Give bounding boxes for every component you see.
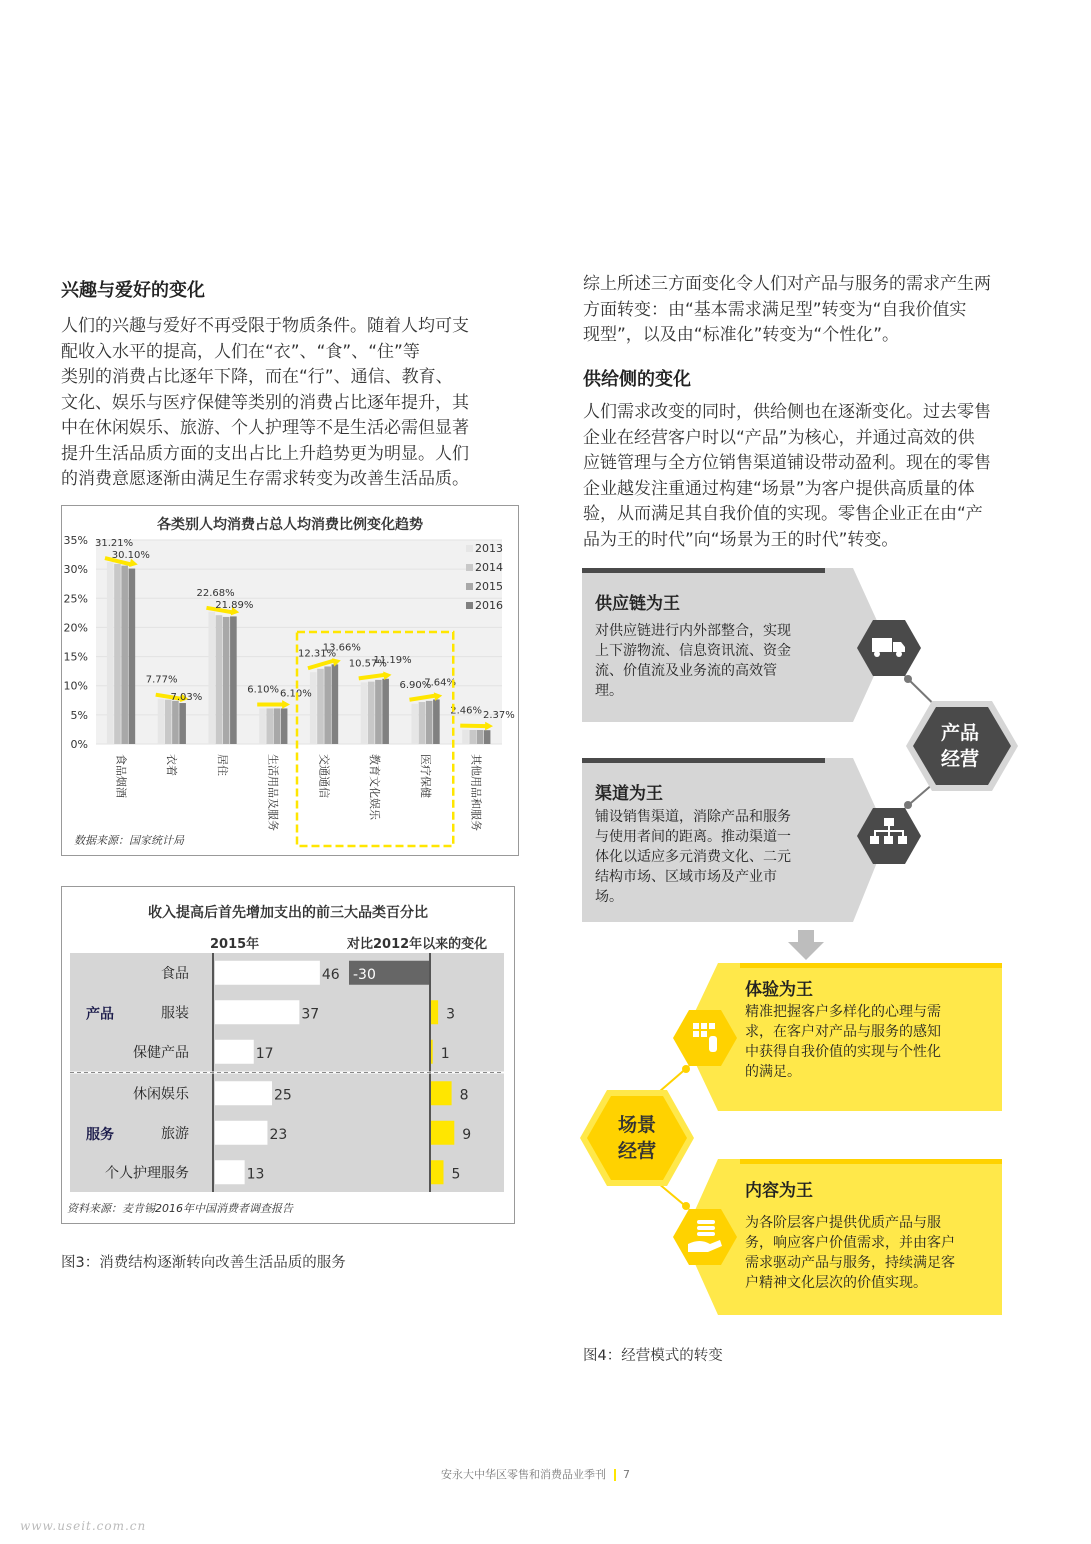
data-label: 7.77% <box>145 674 178 686</box>
page-number: 7 <box>623 1468 630 1481</box>
paragraph-line: 文化、娱乐与医疗保健等类别的消费占比逐年提升，其 <box>61 392 469 413</box>
section-heading-interests: 兴趣与爱好的变化 <box>61 280 205 301</box>
bar-2013 <box>361 682 368 744</box>
paragraph-line: 企业在经营客户时以“产品”为核心，并通过高效的供 <box>583 427 975 448</box>
change-label: 1 <box>440 1045 450 1062</box>
paragraph-line: 综上所述三方面变化令人们对产品与服务的需求产生两 <box>583 274 991 294</box>
value-bar <box>215 1121 267 1145</box>
paragraph-line: 应链管理与全方位销售渠道铺设带动盈利。现在的零售 <box>583 453 991 473</box>
paragraph-line: 品为王的时代”向“场景为王的时代”转变。 <box>583 529 899 550</box>
value-label: 23 <box>269 1126 288 1143</box>
bar-2015 <box>477 730 484 744</box>
column-header-change: 对比2012年以来的变化 <box>347 937 488 952</box>
bar-2015 <box>324 666 331 744</box>
text-line: 铺设销售渠道，消除产品和服务 <box>595 809 791 825</box>
legend-swatch <box>466 583 473 590</box>
legend-swatch <box>466 545 473 552</box>
change-bar-positive <box>430 1121 454 1145</box>
paragraph-line: 提升生活品质方面的支出占比上升趋势更为明显。人们 <box>61 443 469 464</box>
bar-2014 <box>368 682 375 744</box>
text-line: 场。 <box>595 889 623 905</box>
bar-2015 <box>172 701 179 744</box>
bar-2014 <box>165 700 172 744</box>
bar-2015 <box>426 701 433 744</box>
channel-panel-bar <box>582 758 825 763</box>
footer-text: 安永大中华区零售和消费品业季刊 <box>441 1468 606 1481</box>
category-label: 衣着 <box>165 754 179 776</box>
bar-2016 <box>433 699 440 744</box>
figure-caption-4: 图4：经营模式的转变 <box>583 1348 723 1364</box>
row-label: 服装 <box>161 1005 189 1022</box>
legend-swatch <box>466 602 473 609</box>
bar-2015 <box>274 708 281 744</box>
change-bar-positive <box>430 1081 452 1105</box>
value-label: 25 <box>274 1087 292 1104</box>
paragraph-line: 人们的兴趣与爱好不再受限于物质条件。随着人均可支 <box>61 316 469 336</box>
bar-chart-svg <box>62 506 518 855</box>
footer-divider <box>614 1469 616 1481</box>
legend-label: 2015 <box>475 580 503 593</box>
data-label: 31.21% <box>94 538 134 550</box>
legend-label: 2013 <box>475 542 503 555</box>
value-label: 17 <box>255 1045 274 1062</box>
y-tick-label: 35% <box>63 534 88 547</box>
chart-source: 资料来源：麦肯锡2016年中国消费者调查报告 <box>67 1202 293 1215</box>
text-line: 求，在客户对产品与服务的感知 <box>745 1024 941 1040</box>
text-line: 务，响应客户价值需求，并由客户 <box>745 1235 955 1251</box>
value-label: 13 <box>246 1166 265 1183</box>
hex-label-line: 产品 <box>940 722 979 744</box>
experience-text <box>745 1002 995 1082</box>
bar-2014 <box>216 615 223 744</box>
text-line: 与使用者间的距离。推动渠道一 <box>595 829 791 845</box>
content-text <box>745 1213 1000 1293</box>
down-arrow-icon <box>788 930 824 960</box>
text-line: 结构市场、区域市场及产业市 <box>595 869 777 885</box>
bar-2013 <box>259 708 266 744</box>
row-label: 个人护理服务 <box>105 1165 189 1182</box>
legend-label: 2016 <box>475 599 503 612</box>
bar-2015 <box>375 680 382 744</box>
supply-paragraph <box>583 400 1033 553</box>
figure-caption-3: 图3：消费结构逐渐转向改善生活品质的服务 <box>61 1255 346 1271</box>
bar-2013 <box>208 612 215 744</box>
chart-source: 数据来源：国家统计局 <box>74 834 184 847</box>
data-label: 21.89% <box>215 599 254 611</box>
paragraph-line: 现型”，以及由“标准化”转变为“个性化”。 <box>583 325 900 345</box>
bar-2014 <box>469 730 476 744</box>
bar-2013 <box>462 730 469 744</box>
section-heading-supply: 供给侧的变化 <box>583 369 691 390</box>
text-line: 中获得自我价值的实现与个性化 <box>745 1044 941 1060</box>
text-line: 为各阶层客户提供优质产品与服 <box>745 1215 941 1231</box>
supply-panel-bar <box>582 568 825 573</box>
paragraph-line: 类别的消费占比逐年下降，而在“行”、通信、教育、 <box>61 367 453 387</box>
bar-2015 <box>223 617 230 744</box>
data-label: 12.31% <box>297 648 337 660</box>
experience-panel-bar <box>740 963 1002 968</box>
y-tick-label: 0% <box>70 738 88 751</box>
bar-2013 <box>310 672 317 744</box>
channel-text <box>595 807 845 907</box>
channel-title: 渠道为王 <box>595 784 663 804</box>
text-line: 流、价值流及业务流的高效管 <box>595 663 777 679</box>
column-header-2015: 2015年 <box>210 937 260 952</box>
bar-table-svg <box>62 887 514 1223</box>
change-label: 9 <box>462 1126 472 1143</box>
bar-2013 <box>158 699 165 744</box>
content-panel-bar <box>740 1159 1002 1164</box>
value-bar <box>215 1000 299 1024</box>
summary-paragraph <box>583 272 1033 349</box>
data-label: 7.03% <box>170 692 203 704</box>
y-tick-label: 15% <box>63 650 88 664</box>
value-bar <box>215 1040 254 1064</box>
change-label: -30 <box>353 966 376 983</box>
bar-2016 <box>281 708 288 744</box>
content-title: 内容为王 <box>745 1181 813 1201</box>
data-label: 13.66% <box>322 642 361 654</box>
category-label: 其他用品和服务 <box>469 754 483 831</box>
data-label: 6.90% <box>399 679 432 691</box>
paragraph-line: 方面转变：由“基本需求满足型”转变为“自我价值实 <box>583 299 967 320</box>
bar-2014 <box>317 669 324 744</box>
bar-2016 <box>179 703 186 744</box>
bar-2013 <box>107 562 114 744</box>
hex-label-line: 经营 <box>617 1140 656 1162</box>
category-label: 医疗保健 <box>418 754 432 798</box>
scene-hex-label <box>590 1112 684 1164</box>
y-tick-label: 20% <box>63 621 88 635</box>
bar-2014 <box>266 708 273 744</box>
connector-dot <box>904 675 912 683</box>
change-label: 5 <box>451 1166 461 1183</box>
data-label: 10.57% <box>348 658 387 670</box>
value-label: 46 <box>321 966 340 983</box>
text-line: 需求驱动产品与服务，持续满足客 <box>745 1255 955 1271</box>
paragraph-line: 的消费意愿逐渐由满足生存需求转变为改善生活品质。 <box>61 469 469 489</box>
legend-swatch <box>466 564 473 571</box>
value-bar <box>215 1160 245 1184</box>
row-label: 保健产品 <box>133 1044 189 1061</box>
data-label: 22.68% <box>196 587 235 599</box>
bar-2016 <box>332 664 339 744</box>
footer <box>441 1466 630 1482</box>
connector-dot <box>682 1202 690 1210</box>
data-label: 2.37% <box>483 710 515 722</box>
bar-2016 <box>129 569 136 744</box>
paragraph-line: 企业越发注重通过构建“场景”为客户提供高质量的体 <box>583 478 975 499</box>
bar-2015 <box>121 566 128 744</box>
change-bar-positive <box>430 1160 444 1184</box>
bar-2014 <box>114 564 121 744</box>
paragraph-line: 人们需求改变的同时，供给侧也在逐渐变化。过去零售 <box>583 402 991 422</box>
text-line: 上下游物流、信息资讯流、资金 <box>595 643 791 659</box>
text-line: 精准把握客户多样化的心理与需 <box>745 1004 941 1020</box>
category-label: 食品烟酒 <box>114 754 128 798</box>
bar-2013 <box>411 704 418 744</box>
connector-dot <box>904 801 912 809</box>
experience-title: 体验为王 <box>745 980 813 1000</box>
chart-title: 收入提高后首先增加支出的前三大品类百分比 <box>148 905 428 921</box>
paragraph-line: 中在休闲娱乐、旅游、个人护理等不是生活必需但显著 <box>61 418 469 438</box>
y-tick-label: 30% <box>63 563 88 577</box>
bar-2016 <box>382 679 389 744</box>
connector-dot <box>682 1065 690 1073</box>
data-label: 11.19% <box>373 654 412 666</box>
paragraph-line: 配收入水平的提高，人们在“衣”、“食”、“住”等 <box>61 341 420 362</box>
y-tick-label: 5% <box>70 708 88 722</box>
text-line: 的满足。 <box>745 1064 801 1080</box>
row-label: 旅游 <box>161 1125 189 1142</box>
trend-arrow <box>460 726 487 727</box>
y-tick-label: 25% <box>63 592 88 606</box>
data-label: 30.10% <box>111 550 150 562</box>
row-label: 食品 <box>161 965 189 982</box>
legend-label: 2014 <box>475 561 503 574</box>
category-label: 教育文化娱乐 <box>368 754 382 820</box>
product-hex-label <box>913 720 1007 772</box>
y-tick-label: 10% <box>63 679 88 693</box>
chart-title: 各类别人均消费占总人均消费比例变化趋势 <box>157 517 423 533</box>
value-bar <box>215 961 320 985</box>
data-label: 7.64% <box>424 677 457 689</box>
data-label: 6.10% <box>247 684 280 696</box>
paragraph-line: 验，从而满足其自我价值的实现。零售企业正在由“产 <box>583 504 983 524</box>
bar-2014 <box>419 702 426 744</box>
text-line: 对供应链进行内外部整合，实现 <box>595 623 791 639</box>
bar-2016 <box>230 616 237 744</box>
category-label: 居住 <box>215 754 229 776</box>
value-label: 37 <box>301 1006 320 1023</box>
change-bar-positive <box>430 1000 438 1024</box>
value-bar <box>215 1081 272 1105</box>
plot-area <box>96 540 502 744</box>
data-label: 6.10% <box>280 688 312 700</box>
change-label: 3 <box>446 1006 456 1023</box>
category-label: 交通通信 <box>317 754 331 798</box>
text-line: 理。 <box>595 683 623 699</box>
group-label: 服务 <box>86 1126 114 1143</box>
hex-label-line: 经营 <box>940 748 979 770</box>
category-label: 生活用品及服务 <box>266 754 280 831</box>
supply-title: 供应链为王 <box>595 594 680 614</box>
hex-label-line: 场景 <box>617 1114 656 1136</box>
bar-2016 <box>484 730 491 744</box>
row-label: 休闲娱乐 <box>133 1086 189 1103</box>
top-categories-chart <box>61 886 515 1224</box>
text-line: 户精神文化层次的价值实现。 <box>745 1275 927 1291</box>
watermark: www.useit.com.cn <box>20 1519 147 1533</box>
consumption-share-chart <box>61 505 519 856</box>
group-label: 产品 <box>86 1006 114 1023</box>
data-label: 2.46% <box>450 705 483 717</box>
interests-paragraph <box>61 314 511 493</box>
change-label: 8 <box>459 1087 469 1104</box>
supply-text <box>595 621 845 701</box>
text-line: 体化以适应多元消费文化、二元 <box>595 849 791 865</box>
